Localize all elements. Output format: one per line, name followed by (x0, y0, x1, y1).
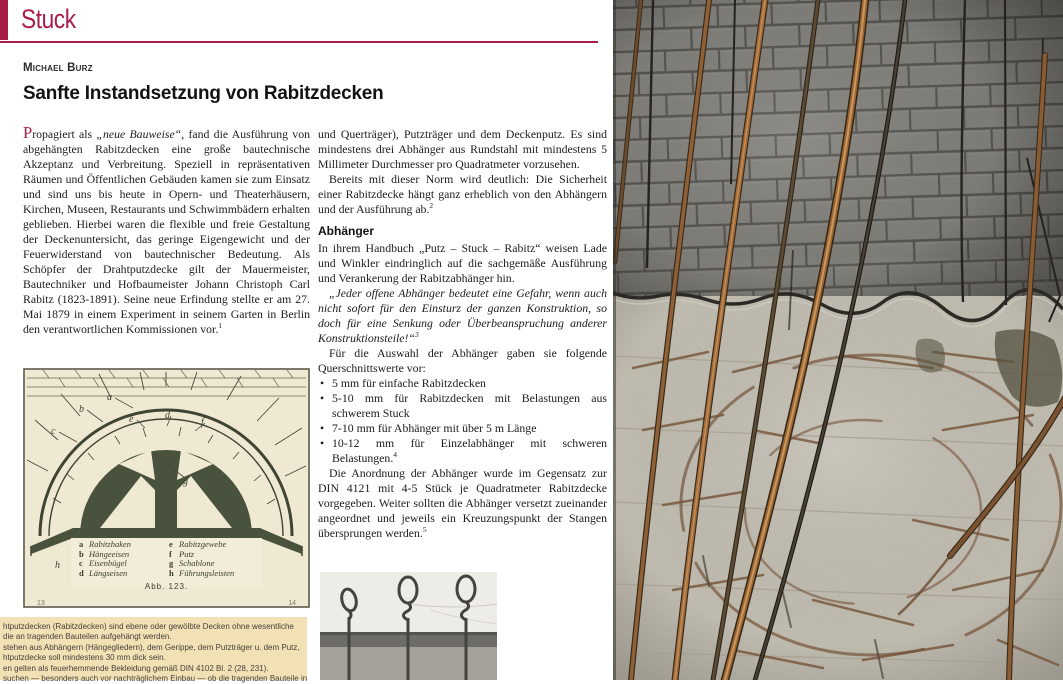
figure-foot-number: 14 (288, 600, 296, 607)
legend-item: a Rabitzhaken (79, 539, 132, 549)
mark-h: h (55, 560, 60, 571)
list-item: • 7-10 mm für Abhänger mit über 5 m Länge (320, 421, 537, 435)
paragraph: und Querträger), Putzträger und dem Deckenputz. Es sind mindestens drei Abhänger aus Rundstahl mit mindestens 5 Millimeter Durchmesser pro Quadratmeter vorzusehen. (318, 127, 607, 171)
mark-e: e (129, 414, 134, 425)
paragraph: Für die Auswahl der Abhänger gaben sie folgende Querschnittswerte vor: (318, 346, 607, 375)
list-item: • 10-12 mm für Einzelabhänger mit schweren Belastungen.$^4$ (320, 436, 607, 465)
paragraph: In ihrem Handbuch „Putz – Stuck – Rabitz“ weisen Lade und Winkler eindringlich auf die sachgemäße Ausführung und Verankerung der Rabitzabhänger hin. (318, 241, 607, 285)
note-clipping-box (0, 617, 307, 684)
legend-item: f Putz (169, 548, 195, 559)
footnote-marker: 5 (422, 525, 427, 535)
legend-item: d Längseisen (79, 567, 128, 578)
bullet-icon: • (320, 376, 325, 390)
accent-bar (0, 0, 8, 40)
bullet-icon: • (320, 421, 325, 435)
mark-g: g (183, 476, 188, 487)
section-heading: Abhänger (318, 224, 375, 238)
note-line: die an tragenden Bauteilen aufgehängt werden. (3, 632, 172, 642)
article-title: Sanfte Instandsetzung von Rabitzdecken (23, 82, 384, 104)
legend-item: h Führungsleisten (169, 567, 235, 578)
figure-arch-engraving (23, 368, 310, 608)
bullet-icon: • (320, 391, 325, 405)
list-item: • 5 mm für einfache Rabitzdecken (320, 376, 486, 390)
bullet-list (318, 376, 607, 466)
footnote-marker: 2 (429, 201, 434, 211)
paragraph: Die Anordnung der Abhänger wurde im Gegensatz zur DIN 4121 mit 4-5 Stück je Quadratmeter Rabitzdecke vorgegeben. Weiter sollten die Abhänger versetzt zueinander angeordnet und jeweils ein Kreuzungspunkt der Stangen übersprungen werden.$^5$ (318, 466, 607, 540)
mark-c: c (51, 426, 56, 437)
mark-b: b (79, 404, 84, 415)
figure-caption: Abb. 123. (144, 582, 189, 591)
bullet-icon: • (320, 436, 325, 450)
paragraph: Bereits mit dieser Norm wird deutlich: Die Sicherheit einer Rabitzdecke hängt ganz erheblich von den Abhängern und der Ausführung ab.$^2$ (318, 172, 607, 216)
text-column-1 (23, 123, 310, 337)
footnote-marker: 1 (218, 321, 223, 331)
paragraph: Propagiert als „neue Bauweise“, fand die Ausführung von abgehängten Rabitzdecken eine große bautechnische Akzeptanz und Verbreitung. Speziell in repräsentativen Räumen und Öffentlichen Gebäuden kamen sie zum Einsatz und sind uns bis heute in Opern- und Theaterhäusern, Kirchen, Museen, Restaurants und Schwimmbädern erhalten geblieben. Hierbei waren die flexible und freie Gestaltung der Deckenuntersicht, das geringe Eigengewicht und der Feuerwiderstand von bautechnischer Bedeutung. Als Schöpfer der Drahtputzdecke gilt der Mauermeister, Bautechniker und Hofbaumeister Johann Christoph Carl Rabitz (1823-1891). Seine neue Erfindung stellte er am 27. Mai 1879 in einem Experiment in seinem Garten in Berlin den verantwortlichen Kommissionen vor.$^1$ (23, 123, 310, 336)
section-label: Stuck (21, 4, 76, 34)
note-line: htputzdecke soll mindestens 30 mm dick sein. (3, 653, 166, 663)
mark-d: d (165, 410, 170, 421)
legend-item: c Eisenbügel (79, 558, 127, 569)
quote-paragraph: „Jeder offene Abhänger bedeutet eine Gefahr, wenn auch nicht sofort für den Einsturz der ganzen Konstruktion, so doch für eine Senkung oder Überbeanspruchung anderer Konstruktionsteile!“$^3$ (318, 286, 607, 345)
legend-item: b Hängeeisen (79, 548, 130, 559)
mark-f: f (201, 417, 204, 428)
footnote-marker: 4 (393, 450, 398, 460)
figure-legend (79, 540, 259, 578)
footnote-marker: 3 (415, 330, 419, 340)
note-line: suchen — besonders auch vor nachträglichem Einbau — ob die tragenden Bauteile in (3, 674, 307, 684)
note-line: htputzdecken (Rabitzdecken) sind ebene oder gewölbte Decken ohne wesentliche (3, 622, 294, 631)
mark-a: a (107, 392, 112, 403)
legend-item: g Schablone (169, 558, 215, 569)
header-rule (0, 41, 598, 43)
photo-wire-hangers (320, 572, 497, 680)
legend-item: e Rabitzgewebe (169, 539, 227, 549)
figure-foot-number: 13 (37, 600, 45, 607)
text-column-2 (318, 127, 607, 541)
note-line: en gelten als feuerhemmende Bekleidung gemäß DIN 4102 Bl. 2 (28, 231). (3, 663, 269, 673)
drop-cap: P (23, 123, 33, 142)
photo-rabitz-ceiling (613, 0, 1063, 680)
note-line: stehen aus Abhängern (Hängegliedern), dem Gerippe, dem Putzträger u. dem Putz, (3, 642, 300, 652)
author-byline: Michael Burz (23, 62, 93, 74)
list-item: • 5-10 mm für Rabitzdecken mit Belastungen aus schwerem Stuck (320, 391, 607, 420)
